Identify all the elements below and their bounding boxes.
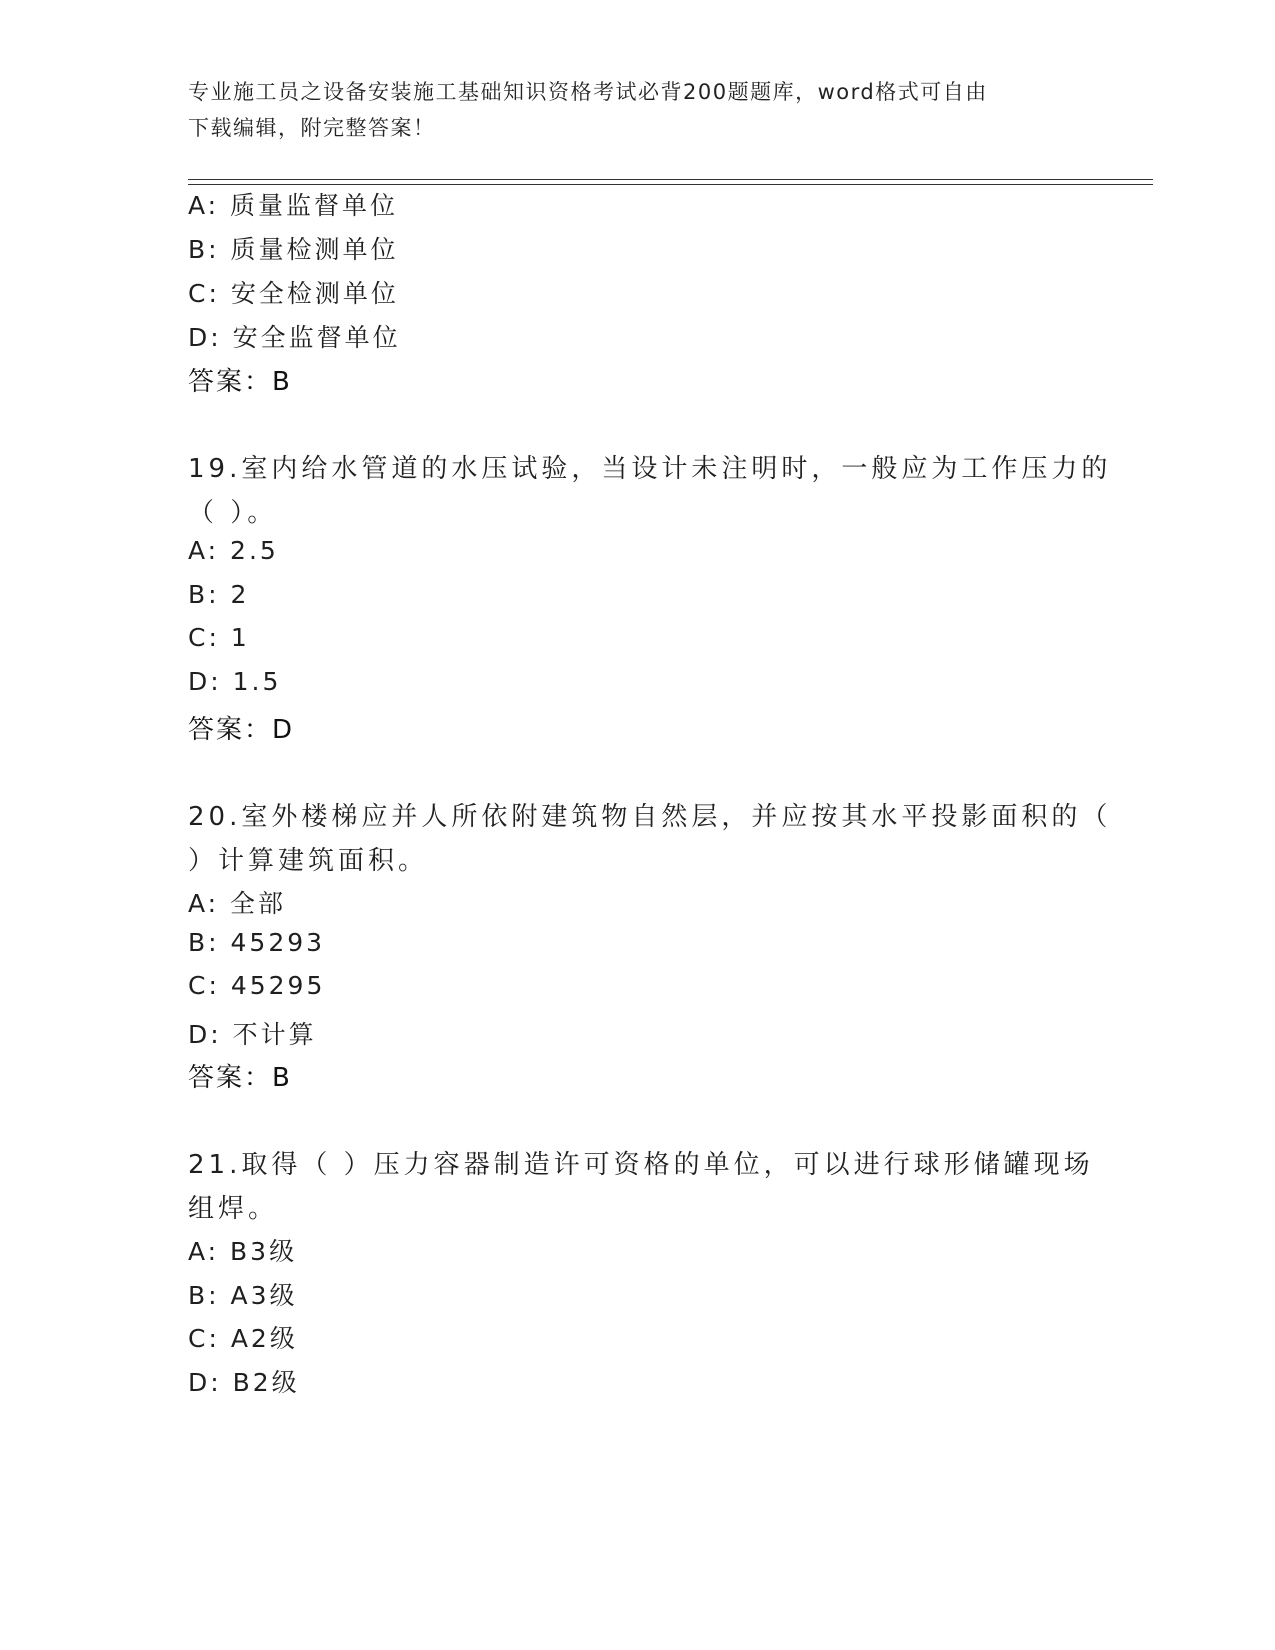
q18-option-a: A: 质量监督单位 [188, 191, 399, 220]
q20-question-line-2: ）计算建筑面积。 [188, 846, 429, 876]
q21-option-b: B: A3级 [188, 1281, 298, 1310]
q19-question-line-2: （ ）。 [188, 498, 278, 528]
q20-option-b: B: 45293 [188, 928, 326, 957]
q20-question-line-1: 20.室外楼梯应并人所依附建筑物自然层，并应按其水平投影面积的（ [188, 802, 1112, 832]
q19-answer: 答案：D [188, 715, 295, 745]
header-line-1: 专业施工员之设备安装施工基础知识资格考试必背200题题库，word格式可自由 [188, 80, 988, 104]
q20-option-d: D: 不计算 [188, 1020, 317, 1049]
q19-option-b: B: 2 [188, 580, 250, 609]
q19-option-c: C: 1 [188, 623, 250, 652]
q18-option-c: C: 安全检测单位 [188, 279, 399, 308]
q20-option-c: C: 45295 [188, 971, 326, 1000]
q21-option-c: C: A2级 [188, 1324, 298, 1353]
q19-option-a: A: 2.5 [188, 536, 279, 565]
document-header [188, 74, 1068, 146]
q20-answer: 答案：B [188, 1063, 292, 1093]
q18-option-d: D: 安全监督单位 [188, 323, 401, 352]
header-divider-top [188, 179, 1153, 180]
q21-question-line-1: 21.取得（ ）压力容器制造许可资格的单位，可以进行球形储罐现场 [188, 1150, 1094, 1180]
q18-option-b: B: 质量检测单位 [188, 235, 399, 264]
q21-question-line-2: 组焊。 [188, 1194, 279, 1224]
header-line-2: 下载编辑，附完整答案！ [188, 116, 436, 140]
q21-option-a: A: B3级 [188, 1237, 298, 1266]
q18-answer: 答案：B [188, 367, 292, 397]
q19-option-d: D: 1.5 [188, 667, 282, 696]
q21-option-d: D: B2级 [188, 1368, 300, 1397]
q20-option-a: A: 全部 [188, 889, 287, 918]
header-divider-bottom [188, 184, 1153, 185]
q19-question-line-1: 19.室内给水管道的水压试验，当设计未注明时，一般应为工作压力的 [188, 454, 1112, 484]
